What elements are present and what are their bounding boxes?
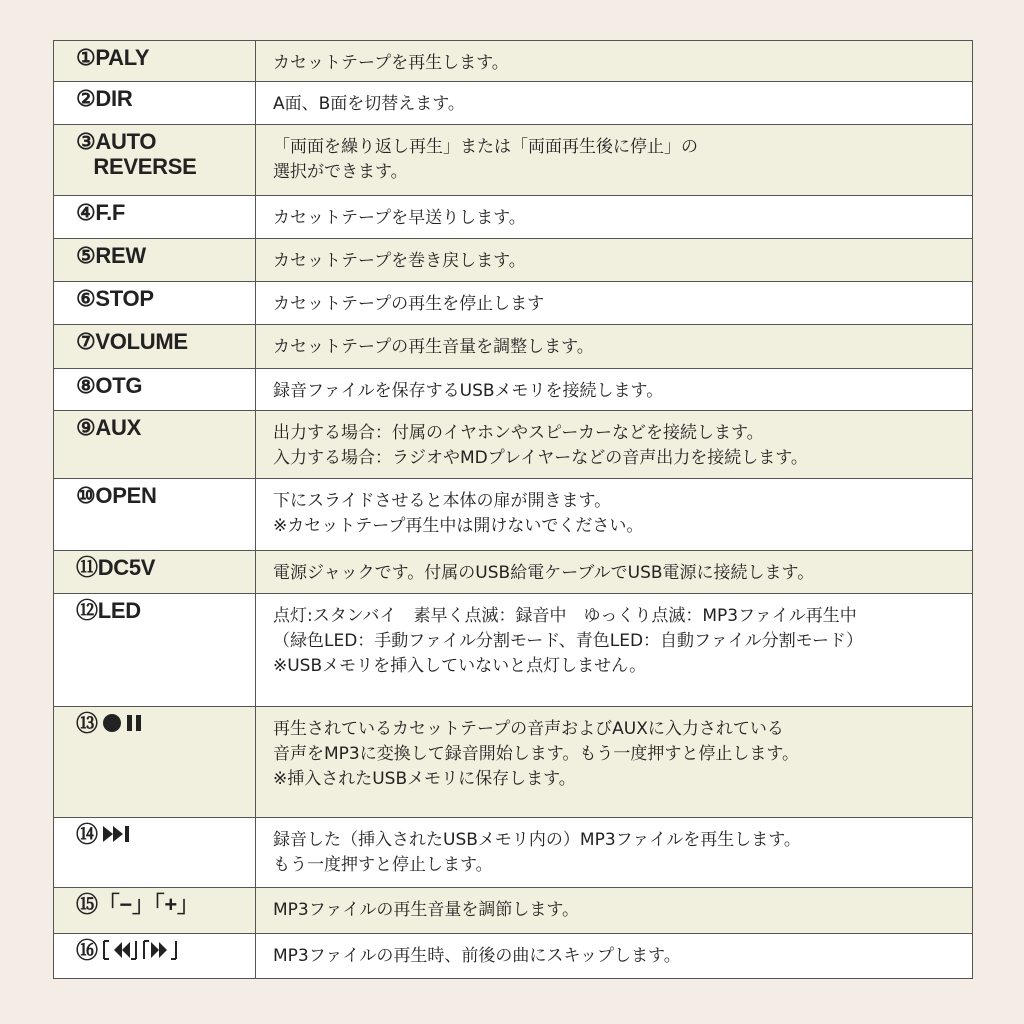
description-line: 出力する場合：付属のイヤホンやスピーカーなどを接続します。: [273, 423, 764, 443]
description-line: 「両面を繰り返し再生」または「両面再生後に停止」の: [273, 137, 698, 157]
description-line: 点灯:スタンバイ 素早く点滅：録音中 ゆっくり点滅：MP3ファイル再生中: [273, 606, 857, 626]
function-description: [256, 41, 972, 81]
table-row: [54, 594, 972, 707]
description-line: カセットテープを再生します。: [273, 53, 509, 73]
function-description: [256, 411, 972, 478]
function-label-text: ⑥STOP: [76, 286, 154, 311]
table-row: [54, 369, 972, 411]
description-line: ※挿入されたUSBメモリに保存します。: [273, 769, 576, 789]
function-label: [54, 125, 256, 195]
function-label: [54, 325, 256, 368]
description-line: 入力する場合：ラジオやMDプレイヤーなどの音声出力を接続します。: [273, 448, 808, 468]
description-line: 音声をMP3に変換して録音開始します。もう一度押すと停止します。: [273, 744, 800, 764]
function-label: [54, 82, 256, 124]
function-description: [256, 818, 972, 887]
function-label: [54, 707, 256, 817]
function-description: [256, 888, 972, 933]
play-pause-icon: [102, 824, 136, 849]
description-line: MP3ファイルの再生時、前後の曲にスキップします。: [273, 946, 681, 966]
function-label: [54, 479, 256, 550]
table-row: [54, 551, 972, 594]
function-label: [54, 818, 256, 887]
table-row: [54, 196, 972, 239]
function-description: [256, 934, 972, 978]
function-description: [256, 479, 972, 550]
function-label: [54, 196, 256, 238]
function-label-text: ⑮「−」「+」: [76, 892, 199, 917]
table-row: [54, 934, 972, 979]
function-label-text: ②DIR: [76, 86, 133, 111]
function-label-text: ⑦VOLUME: [76, 329, 188, 354]
function-label-text: ⑪DC5V: [76, 555, 156, 580]
description-line: （緑色LED：手動ファイル分割モード、青色LED：自動ファイル分割モード）: [273, 631, 864, 651]
table-row: [54, 282, 972, 325]
function-description: [256, 239, 972, 281]
record-pause-icon: [102, 713, 148, 738]
function-label-text: ⑭: [76, 822, 98, 847]
description-line: カセットテープを巻き戻します。: [273, 251, 526, 271]
table-row: [54, 239, 972, 282]
function-label-text: ⑤REW: [76, 243, 146, 268]
function-label-text: ①PALY: [76, 45, 150, 70]
function-table: [53, 40, 973, 979]
table-row: [54, 411, 972, 479]
table-row: [54, 82, 972, 125]
function-description: [256, 82, 972, 124]
description-line: 再生されているカセットテープの音声およびAUXに入力されている: [273, 719, 784, 739]
function-label-text: ⑯: [76, 938, 98, 963]
function-label-text: ⑬: [76, 711, 98, 736]
table-row: [54, 125, 972, 196]
table-row: [54, 325, 972, 369]
function-label: [54, 369, 256, 410]
function-description: [256, 707, 972, 817]
function-label: [54, 888, 256, 933]
function-label: [54, 282, 256, 324]
function-label-text: ⑫LED: [76, 598, 141, 623]
function-label: [54, 551, 256, 593]
function-label-text: ⑧OTG: [76, 373, 143, 398]
description-line: A面、B面を切替えます。: [273, 94, 465, 114]
skip-icons: [102, 939, 182, 966]
function-label: [54, 934, 256, 978]
function-label: [54, 239, 256, 281]
description-line: 電源ジャックです。付属のUSB給電ケーブルでUSB電源に接続します。: [273, 563, 815, 583]
function-label: [54, 594, 256, 706]
function-label: [54, 411, 256, 478]
function-label-text: ③AUTO REVERSE: [76, 129, 197, 179]
description-line: ※カセットテープ再生中は開けないでください。: [273, 516, 644, 536]
table-row: [54, 818, 972, 888]
description-line: 下にスライドさせると本体の扉が開きます。: [273, 491, 612, 511]
function-label-text: ④F.F: [76, 200, 126, 225]
description-line: カセットテープの再生を停止します: [273, 294, 545, 314]
function-description: [256, 369, 972, 410]
description-line: MP3ファイルの再生音量を調節します。: [273, 900, 580, 920]
function-description: [256, 551, 972, 593]
table-row: [54, 888, 972, 934]
description-line: カセットテープを早送りします。: [273, 208, 526, 228]
function-description: [256, 196, 972, 238]
table-row: [54, 707, 972, 818]
description-line: 選択ができます。: [273, 162, 408, 182]
description-line: ※USBメモリを挿入していないと点灯しません。: [273, 656, 647, 676]
function-description: [256, 125, 972, 195]
table-row: [54, 479, 972, 551]
function-description: [256, 325, 972, 368]
description-line: もう一度押すと停止します。: [273, 855, 493, 875]
description-line: 録音ファイルを保存するUSBメモリを接続します。: [273, 381, 664, 401]
description-line: カセットテープの再生音量を調整します。: [273, 337, 594, 357]
function-label-text: ⑩OPEN: [76, 483, 157, 508]
description-line: 録音した（挿入されたUSBメモリ内の）MP3ファイルを再生します。: [273, 830, 801, 850]
function-label: [54, 41, 256, 81]
function-label-text: ⑨AUX: [76, 415, 141, 440]
function-description: [256, 282, 972, 324]
table-row: [54, 41, 972, 82]
function-description: [256, 594, 972, 706]
